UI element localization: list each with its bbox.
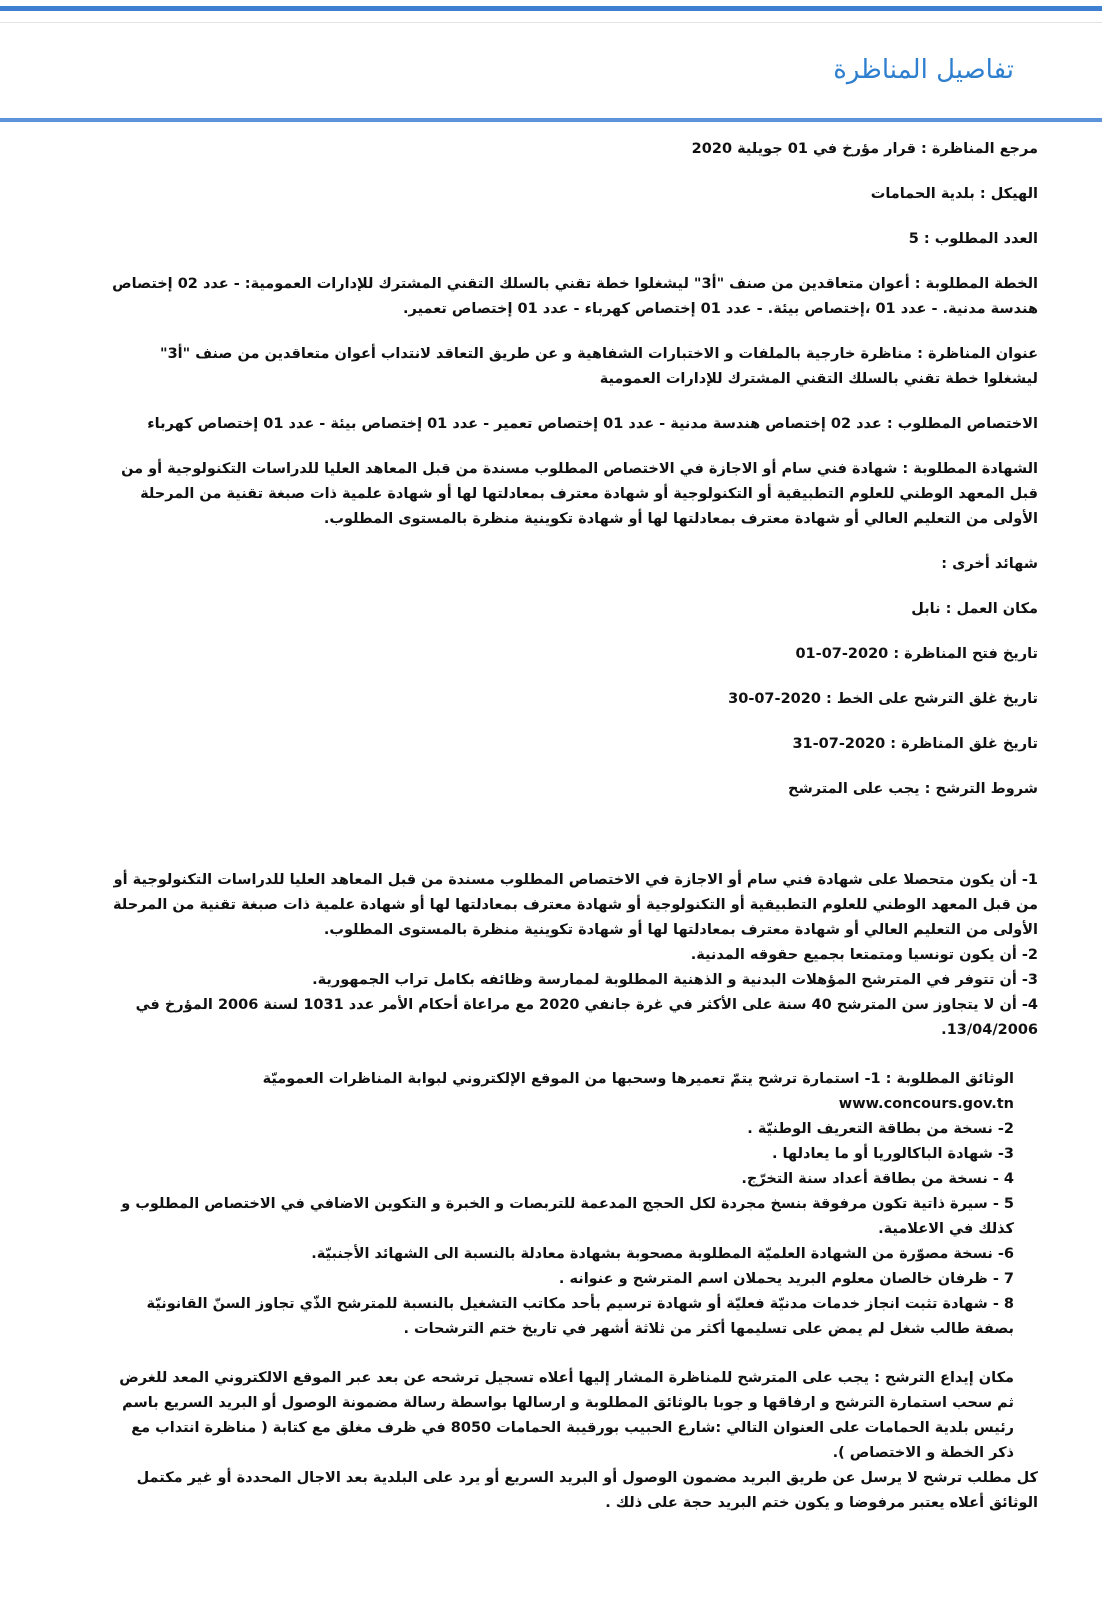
field-specialty: [110, 412, 1038, 437]
field-open-date: [110, 642, 1038, 667]
field-label: العدد المطلوب :: [919, 231, 1038, 247]
field-label: شروط الترشح :: [920, 781, 1038, 797]
top-divider: [0, 22, 1102, 23]
document-item: 6- نسخة مصوّرة من الشهادة العلميّة المطلوبة مصحوبة بشهادة معادلة بالنسبة الى الشهائد الأجنبيّة.: [311, 1246, 1014, 1262]
field-label: تاريخ غلق المناظرة :: [885, 736, 1038, 752]
field-label: مرجع المناظرة :: [916, 141, 1038, 157]
deposit-text: يجب على المترشح للمناظرة المشار إليها أعلاه تسجيل ترشحه عن بعد عبر الموقع الالكتروني المعد للغرض ثم سحب استمارة الترشح و ارفاقها و جوبا بالوثائق المطلوبة و ارسالها بواسطة رسالة مضمونة الوصول أو البريد السريع باسم رئيس بلدية الحمامات على العنوان التالي :شارع الحبيب بورقيبة الحمامات 8050 في ظرف مغلق مع كتابة ( مناظرة انتداب مع ذكر الخطة و الاختصاص ).: [119, 1370, 1014, 1461]
required-documents: [110, 1067, 1038, 1342]
document-item: 3- شهادة الباكالوريا أو ما يعادلها .: [772, 1146, 1014, 1162]
field-label: عنوان المناظرة :: [912, 346, 1038, 362]
deposit-paragraph: [110, 1366, 1014, 1466]
field-value: عدد 02 إختصاص هندسة مدنية - عدد 01 إختصاص تعمير - عدد 01 إختصاص بيئة - عدد 01 إختصاص كهرباء: [147, 416, 882, 432]
condition-item: 1- أن يكون متحصلا على شهادة فني سام أو الاجازة في الاختصاص المطلوب مسندة من قبل المعاهد العليا للدراسات التكنولوجية أو من قبل المعهد الوطني للعلوم التطبيقية أو التكنولوجية أو شهادة معترف بمعادلتها لها أو شهادة علمية ذات صبغة تقنية من المرحلة الأولى من التعليم العالي أو شهادة معترف بمعادلتها لها أو شهادة تكوينية منظرة بالمستوى المطلوب.: [113, 872, 1038, 938]
field-reference: [110, 137, 1038, 162]
field-value: نابل: [911, 601, 941, 617]
field-competition-title: [110, 342, 1038, 392]
field-required-plan: [110, 272, 1038, 322]
field-value: 2020-07-30: [728, 691, 821, 707]
deposit-label: مكان إيداع الترشح :: [869, 1370, 1014, 1386]
field-label: تاريخ غلق الترشح على الخط :: [821, 691, 1038, 707]
field-close-date: [110, 732, 1038, 757]
field-value: 2020-07-01: [795, 646, 889, 662]
field-other-diplomas: [110, 552, 1038, 577]
field-label: الاختصاص المطلوب :: [882, 416, 1038, 432]
field-organization: [110, 182, 1038, 207]
field-workplace: [110, 597, 1038, 622]
document-item: 8 - شهادة تثبت انجاز خدمات مدنيّة فعليّة أو شهادة ترسيم بأحد مكاتب التشغيل بالنسبة للمترشح الذّي تجاوز السنّ القانونيّة بصفة طالب شغل لم يمض على تسليمها أكثر من ثلاثة أشهر في تاريخ ختم الترشحات .: [146, 1296, 1014, 1337]
field-online-close-date: [110, 687, 1038, 712]
document-item: 7 - ظرفان خالصان معلوم البريد يحملان اسم المترشح و عنوانه .: [558, 1271, 1014, 1287]
field-value: 2020-07-31: [792, 736, 886, 752]
deposit-section: [110, 1366, 1038, 1516]
field-positions-count: [110, 227, 1038, 252]
field-value: 5: [908, 231, 919, 247]
condition-item: 2- أن يكون تونسيا ومتمتعا بجميع حقوقه المدنية.: [690, 947, 1038, 963]
document-item: 4 - نسخة من بطاقة أعداد سنة التخرّج.: [741, 1171, 1014, 1187]
field-label: الهيكل :: [975, 186, 1038, 202]
documents-url-link[interactable]: www.concours.gov.tn: [838, 1096, 1014, 1112]
field-label: الخطة المطلوبة :: [910, 276, 1038, 292]
field-label: شهائد أخرى :: [941, 556, 1038, 572]
page-title: تفاصيل المناظرة: [833, 55, 1014, 85]
competition-details: [110, 137, 1038, 1516]
field-value: أعوان متعاقدين من صنف "أ3" ليشغلوا خطة تقني بالسلك التقني المشترك للإدارات العمومية: - عدد 02 إختصاص هندسة مدنية. - عدد 01 ،إختصاص بيئة. - عدد 01 إختصاص كهرباء - عدد 01 إختصاص تعمير.: [112, 276, 1038, 317]
deposit-note: كل مطلب ترشح لا يرسل عن طريق البريد مضمون الوصول أو البريد السريع أو يرد على البلدية بعد الاجال المحددة أو غير مكتمل الوثائق أعلاه يعتبر مرفوضا و يكون ختم البريد حجة على ذلك .: [136, 1470, 1038, 1511]
field-diploma: [110, 457, 1038, 532]
field-label: تاريخ فتح المناظرة :: [888, 646, 1038, 662]
condition-item: 3- أن تتوفر في المترشح المؤهلات البدنية و الذهنية المطلوبة لممارسة وظائفه بكامل تراب الجمهورية.: [312, 972, 1038, 988]
document-item: 5 - سيرة ذاتية تكون مرفوقة بنسخ مجردة لكل الحجج المدعمة للتربصات و الخبرة و التكوين الاضافي في الاختصاص المطلوب و كذلك في الاعلامية.: [121, 1196, 1014, 1237]
field-value: يجب على المترشح: [788, 781, 920, 797]
documents-label: الوثائق المطلوبة :: [881, 1071, 1014, 1087]
field-value: شهادة فني سام أو الاجازة في الاختصاص المطلوب مسندة من قبل المعاهد العليا للدراسات التكنولوجية أو من قبل المعهد الوطني للعلوم التطبيقية أو التكنولوجية أو شهادة معترف بمعادلتها لها أو شهادة علمية ذات صبغة تقنية من المرحلة الأولى من التعليم العالي أو شهادة معترف بمعادلتها لها أو شهادة تكوينية منظرة بالمستوى المطلوب.: [121, 461, 1038, 527]
top-accent-bar: [0, 6, 1102, 11]
field-value: مناظرة خارجية بالملفات و الاختبارات الشفاهية و عن طريق التعاقد لانتداب أعوان متعاقدين من صنف "أ3" ليشغلوا خطة تقني بالسلك التقني المشترك للإدارات العمومية: [160, 346, 1038, 387]
field-conditions: [110, 777, 1038, 802]
title-underline: [0, 118, 1102, 122]
document-item: 2- نسخة من بطاقة التعريف الوطنيّة .: [747, 1121, 1014, 1137]
condition-item: 4- أن لا يتجاوز سن المترشح 40 سنة على الأكثر في غرة جانفي 2020 مع مراعاة أحكام الأمر عدد 1031 لسنة 2006 المؤرخ في 13/04/2006.: [135, 997, 1038, 1038]
documents-intro: [110, 1067, 1014, 1092]
conditions-list: [110, 868, 1038, 1043]
field-label: الشهادة المطلوبة :: [897, 461, 1038, 477]
documents-first-item: 1- استمارة ترشح يتمّ تعميرها وسحبها من الموقع الإلكتروني لبوابة المناظرات العموميّة: [262, 1071, 881, 1087]
field-label: مكان العمل :: [941, 601, 1038, 617]
field-value: بلدية الحمامات: [870, 186, 975, 202]
field-value: قرار مؤرخ في 01 جويلية 2020: [691, 141, 916, 157]
spacer: [110, 822, 1038, 868]
